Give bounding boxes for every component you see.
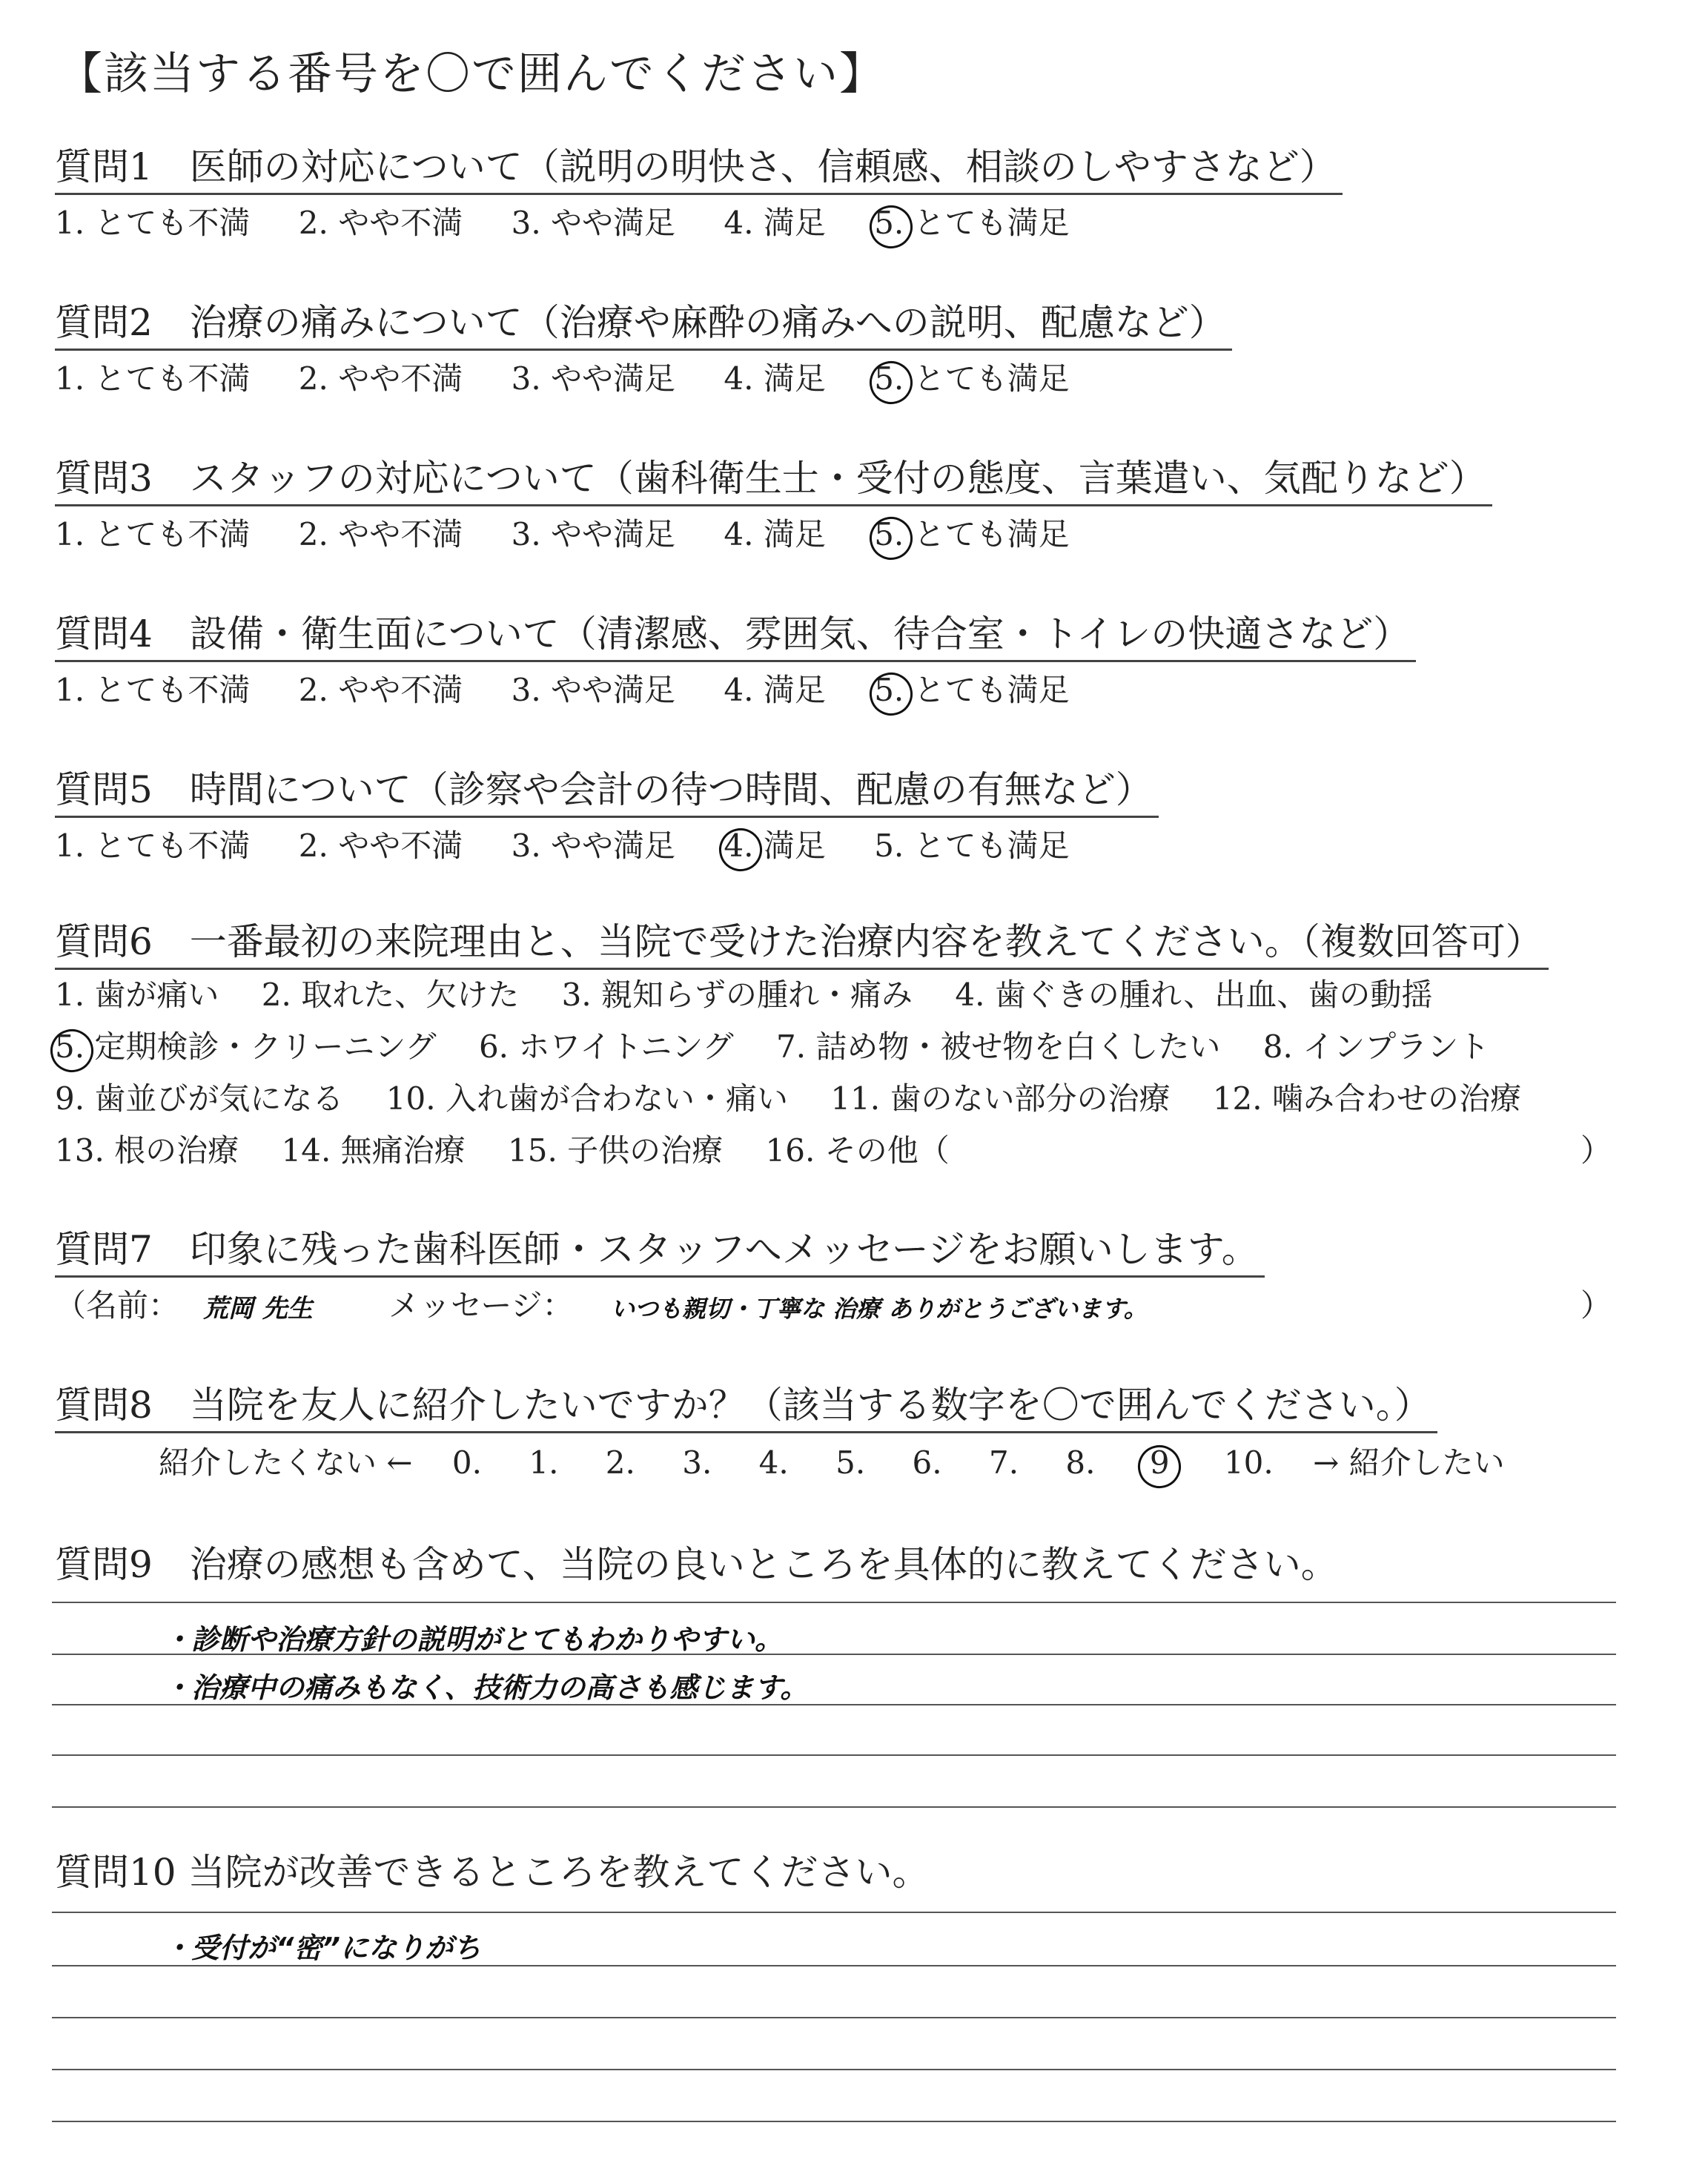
option-12[interactable]: 12. 噛み合わせの治療 xyxy=(1212,1080,1521,1117)
option-3[interactable]: 3. やや満足 xyxy=(511,828,676,864)
scale-2[interactable]: 2. xyxy=(605,1444,635,1481)
scale-0[interactable]: 0. xyxy=(451,1444,482,1481)
rating-options xyxy=(55,357,1634,401)
scale-7[interactable]: 7. xyxy=(988,1444,1019,1481)
answer-line xyxy=(52,1806,1616,1808)
option-2[interactable]: 2. やや不満 xyxy=(298,205,463,241)
scale-4[interactable]: 4. xyxy=(758,1444,789,1481)
message-label: メッセージ： xyxy=(388,1287,574,1324)
option-2[interactable]: 2. 取れた、欠けた xyxy=(261,977,520,1013)
question-10 xyxy=(55,1846,1634,1898)
question-6 xyxy=(55,916,1634,1173)
question-7 xyxy=(55,1223,1634,1335)
option-4[interactable]: 4. 歯ぐきの腫れ、出血、歯の動揺 xyxy=(955,977,1433,1013)
closing-paren: ） xyxy=(1580,1287,1612,1324)
option-6[interactable]: 6. ホワイトニング xyxy=(478,1028,734,1065)
answer-line xyxy=(52,1754,1616,1756)
option-5-circled[interactable]: 5. とても満足 xyxy=(874,668,1069,713)
scale-right-label: → 紹介したい xyxy=(1313,1444,1505,1481)
option-1[interactable]: 1. とても不満 xyxy=(55,828,251,864)
option-1[interactable]: 1. 歯が痛い xyxy=(55,977,219,1013)
answer-line xyxy=(52,2017,1616,2018)
answer-line xyxy=(52,1965,1616,1966)
page-header: 【該当する番号を〇で囲んでください】 xyxy=(58,48,885,100)
option-5-circled[interactable]: 5. とても満足 xyxy=(874,357,1069,401)
option-10[interactable]: 10. 入れ歯が合わない・痛い xyxy=(385,1080,788,1117)
answer-text-1[interactable]: ・診断や治療方針の説明がとてもわかりやすい。 xyxy=(163,1623,784,1656)
options-row-4 xyxy=(55,1129,1634,1173)
option-3[interactable]: 3. やや満足 xyxy=(511,205,676,241)
option-15[interactable]: 15. 子供の治療 xyxy=(508,1132,724,1169)
option-3[interactable]: 3. やや満足 xyxy=(511,516,676,552)
scale-left-label: 紹介したくない ← xyxy=(159,1444,413,1481)
option-4[interactable]: 4. 満足 xyxy=(724,205,826,241)
scale-8[interactable]: 8. xyxy=(1065,1444,1096,1481)
option-2[interactable]: 2. やや不満 xyxy=(298,672,463,708)
closing-paren: ） xyxy=(1580,1132,1612,1169)
option-3[interactable]: 3. 親知らずの腫れ・痛み xyxy=(561,977,913,1013)
question-title: 質問4 設備・衛生面について（清潔感、雰囲気、待合室・トイレの快適さなど） xyxy=(55,608,1416,662)
option-3[interactable]: 3. やや満足 xyxy=(511,360,676,397)
option-5-circled[interactable]: 5. とても満足 xyxy=(874,201,1069,245)
rating-options xyxy=(55,824,1634,868)
rating-options xyxy=(55,668,1634,713)
rating-options xyxy=(55,201,1634,245)
option-14[interactable]: 14. 無痛治療 xyxy=(281,1132,466,1169)
option-16[interactable]: 16. その他（ xyxy=(765,1132,950,1169)
option-4[interactable]: 4. 満足 xyxy=(724,360,826,397)
option-13[interactable]: 13. 根の治療 xyxy=(55,1132,239,1169)
options-row-1 xyxy=(55,973,1634,1017)
option-3[interactable]: 3. やや満足 xyxy=(511,672,676,708)
option-9[interactable]: 9. 歯並びが気になる xyxy=(55,1080,344,1117)
question-title: 質問10 当院が改善できるところを教えてください。 xyxy=(55,1851,930,1894)
scale-10[interactable]: 10. xyxy=(1223,1444,1274,1481)
rating-options xyxy=(55,512,1634,557)
question-1 xyxy=(55,141,1634,245)
option-1[interactable]: 1. とても不満 xyxy=(55,205,251,241)
option-2[interactable]: 2. やや不満 xyxy=(298,360,463,397)
option-4-circled[interactable]: 4. 満足 xyxy=(724,824,825,868)
message-value[interactable]: いつも親切・丁寧な 治療 ありがとうございます。 xyxy=(611,1295,1148,1323)
answer-line xyxy=(52,1602,1616,1603)
question-5 xyxy=(55,764,1634,868)
question-2 xyxy=(55,297,1634,401)
scale-1[interactable]: 1. xyxy=(529,1444,559,1481)
question-title: 質問6 一番最初の来院理由と、当院で受けた治療内容を教えてください。（複数回答可） xyxy=(55,916,1549,970)
option-2[interactable]: 2. やや不満 xyxy=(298,828,463,864)
option-11[interactable]: 11. 歯のない部分の治療 xyxy=(830,1080,1171,1117)
question-title: 質問5 時間について（診察や会計の待つ時間、配慮の有無など） xyxy=(55,764,1159,818)
answer-text-1[interactable]: ・受付が“密”になりがち xyxy=(163,1932,481,1964)
answer-line xyxy=(52,1654,1616,1655)
message-row xyxy=(55,1284,1634,1335)
question-title: 質問7 印象に残った歯科医師・スタッフへメッセージをお願いします。 xyxy=(55,1223,1265,1278)
option-1[interactable]: 1. とても不満 xyxy=(55,672,251,708)
option-1[interactable]: 1. とても不満 xyxy=(55,516,251,552)
option-5[interactable]: 5. とても満足 xyxy=(874,828,1070,864)
question-9 xyxy=(55,1539,1634,1591)
question-3 xyxy=(55,452,1634,557)
option-8[interactable]: 8. インプラント xyxy=(1262,1028,1490,1065)
option-4[interactable]: 4. 満足 xyxy=(724,516,826,552)
option-4[interactable]: 4. 満足 xyxy=(724,672,826,708)
option-7[interactable]: 7. 詰め物・被せ物を白くしたい xyxy=(775,1028,1221,1065)
scale-6[interactable]: 6. xyxy=(912,1444,942,1481)
options-row-2 xyxy=(55,1025,1634,1069)
question-title: 質問2 治療の痛みについて（治療や麻酔の痛みへの説明、配慮など） xyxy=(55,297,1232,351)
scale-9-circled[interactable]: 9 xyxy=(1142,1441,1177,1485)
question-title: 質問8 当院を友人に紹介したいですか？（該当する数字を〇で囲んでください。） xyxy=(55,1379,1437,1433)
scale-3[interactable]: 3. xyxy=(682,1444,712,1481)
options-row-3 xyxy=(55,1077,1634,1121)
question-title: 質問3 スタッフの対応について（歯科衛生士・受付の態度、言葉遣い、気配りなど） xyxy=(55,452,1492,506)
scale-5[interactable]: 5. xyxy=(835,1444,866,1481)
answer-text-2[interactable]: ・治療中の痛みもなく、技術力の高さも感じます。 xyxy=(163,1671,809,1704)
answer-line xyxy=(52,1704,1616,1705)
option-1[interactable]: 1. とても不満 xyxy=(55,360,251,397)
name-label: （名前： xyxy=(55,1287,180,1324)
question-title: 質問1 医師の対応について（説明の明快さ、信頼感、相談のしやすさなど） xyxy=(55,141,1343,195)
recommend-scale xyxy=(55,1441,1634,1485)
answer-line xyxy=(52,1912,1616,1913)
name-value[interactable]: 荒岡 先生 xyxy=(203,1294,313,1324)
question-4 xyxy=(55,608,1634,713)
option-5-circled[interactable]: 5. 定期検診・クリーニング xyxy=(55,1025,437,1069)
answer-line xyxy=(52,2069,1616,2070)
answer-line xyxy=(52,2121,1616,2122)
option-2[interactable]: 2. やや不満 xyxy=(298,516,463,552)
question-title: 質問9 治療の感想も含めて、当院の良いところを具体的に教えてください。 xyxy=(55,1543,1338,1586)
question-8 xyxy=(55,1379,1634,1485)
option-5-circled[interactable]: 5. とても満足 xyxy=(874,512,1069,557)
